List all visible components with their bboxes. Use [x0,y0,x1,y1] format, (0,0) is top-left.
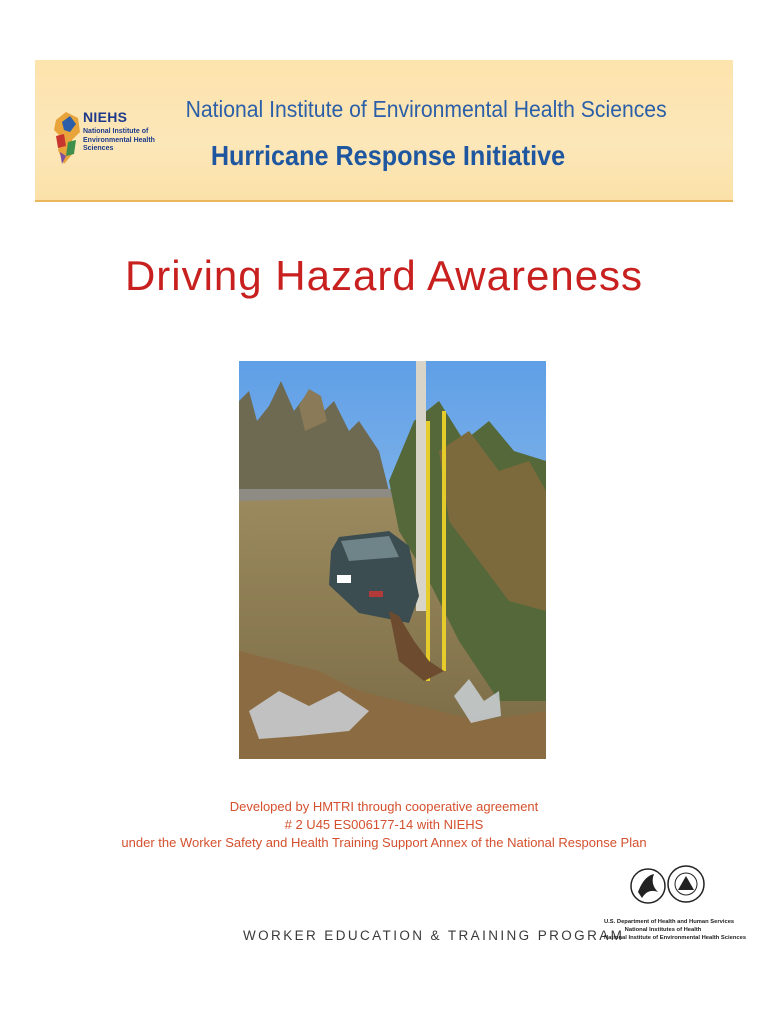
agency-line-3: National Institute of Environmental Health Sciences [604,935,747,941]
agency-line-2: National Institutes of Health [624,927,702,933]
credits-block [100,798,668,852]
credits-line-3: under the Worker Safety and Health Training Support Annex of the National Response Plan [121,835,647,850]
credits-line-2: # 2 U45 ES006177-14 with NIEHS [284,817,484,832]
program-name: WORKER EDUCATION & TRAINING PROGRAM [243,928,625,943]
institute-name: National Institute of Environmental Health Sciences [185,96,667,122]
header-divider [35,200,733,202]
agency-credits [604,918,747,942]
hhs-nih-seals-icon [628,862,708,912]
credits-line-1: Developed by HMTRI through cooperative agreement [229,799,539,814]
slide-title: Driving Hazard Awareness [124,252,644,299]
initiative-title: Hurricane Response Initiative [210,140,566,171]
logo-subtitle: National Institute of Environmental Health Sciences [83,128,155,152]
niehs-logo-icon [52,106,82,168]
logo-name: NIEHS [83,109,128,125]
agency-line-1: U.S. Department of Health and Human Services [604,919,735,925]
car-in-ditch-photo [239,361,546,759]
niehs-logo [52,106,172,170]
